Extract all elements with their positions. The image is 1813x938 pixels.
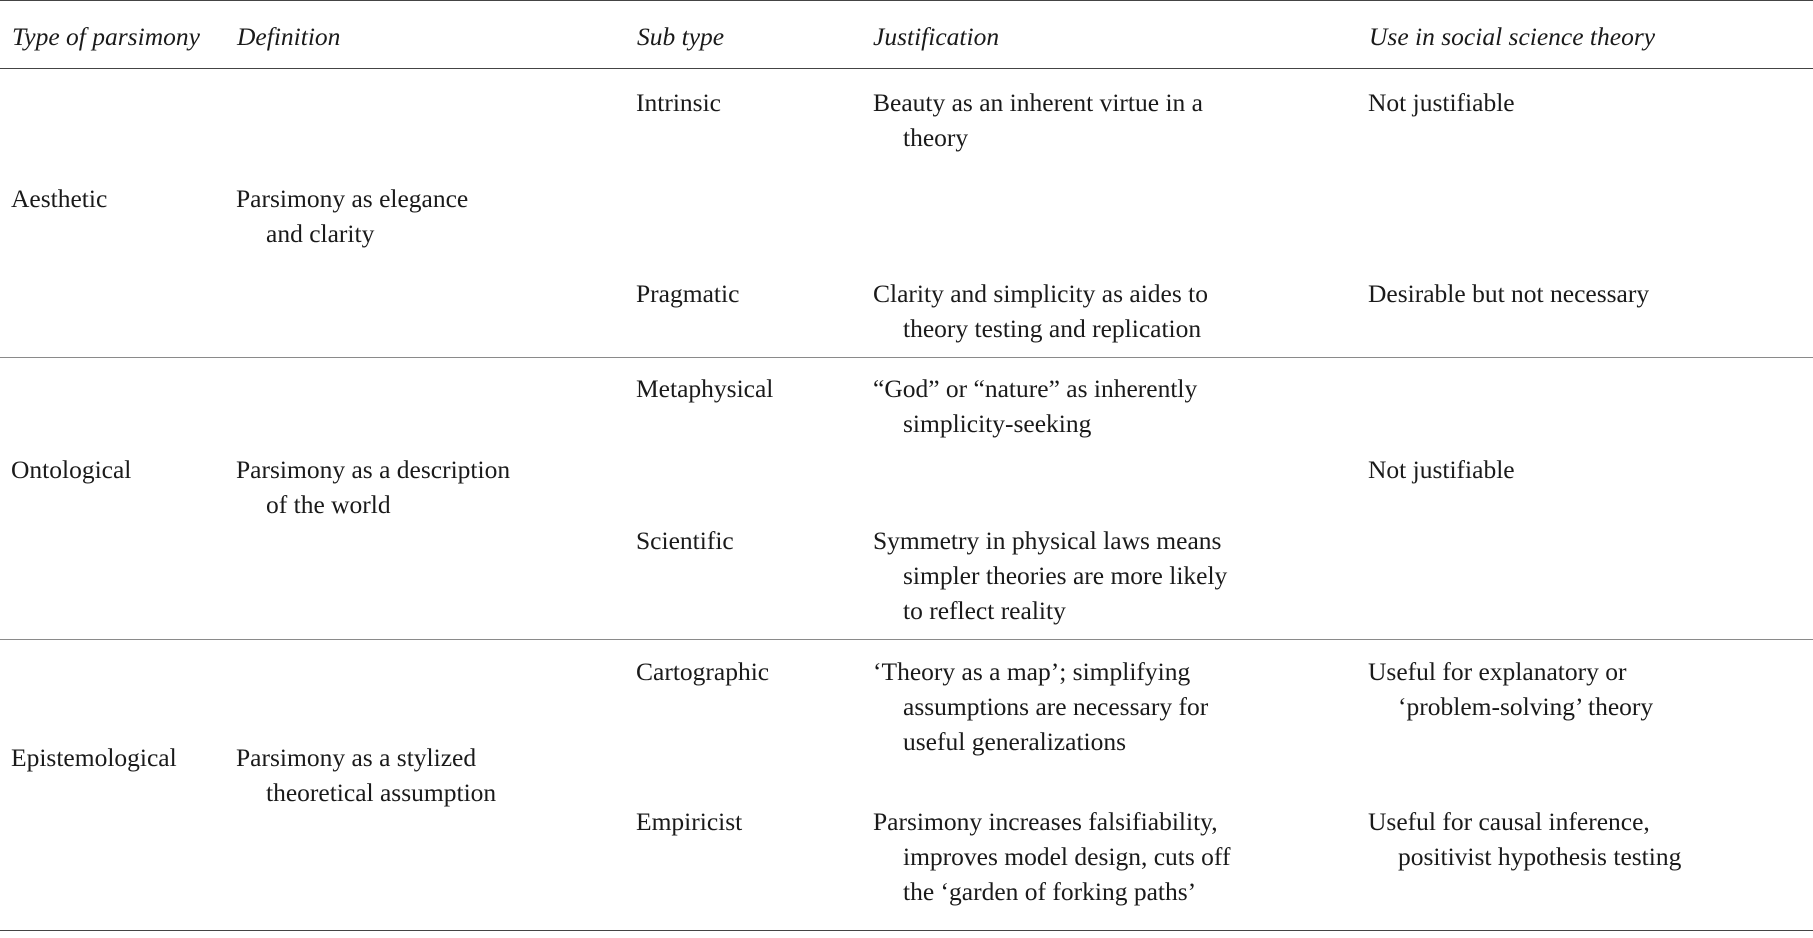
justification-line: ‘Theory as a map’; simplifying [873,657,1191,686]
use-line: Useful for explanatory or [1368,657,1627,686]
group-definition-aesthetic [236,181,468,251]
bottom-rule [0,930,1813,931]
header-use: Use in social science theory [1369,22,1656,51]
justification-line: assumptions are necessary for [903,692,1209,721]
justification-line: Symmetry in physical laws means [873,526,1222,555]
definition-line: of the world [266,490,391,519]
header-definition: Definition [237,22,341,51]
group-divider-1 [0,357,1813,358]
group-divider-2 [0,639,1813,640]
header-type: Type of parsimony [12,22,200,51]
justification-cartographic [873,654,1208,759]
header-rule [0,68,1813,69]
subtype-intrinsic: Intrinsic [636,88,721,117]
justification-line: Clarity and simplicity as aides to [873,279,1208,308]
subtype-metaphysical: Metaphysical [636,374,774,403]
subtype-cartographic: Cartographic [636,657,770,686]
definition-line: Parsimony as a description [236,455,511,484]
justification-line: simpler theories are more likely [903,561,1228,590]
subtype-scientific: Scientific [636,526,734,555]
justification-line: Beauty as an inherent virtue in a [873,88,1203,117]
justification-intrinsic [873,85,1203,155]
use-pragmatic: Desirable but not necessary [1368,279,1650,308]
group-definition-ontological [236,452,510,522]
group-type-aesthetic: Aesthetic [11,184,108,213]
justification-line: Parsimony increases falsifiability, [873,807,1218,836]
justification-pragmatic [873,276,1208,346]
justification-line: useful generalizations [903,727,1127,756]
use-empiricist [1368,804,1681,874]
justification-scientific [873,523,1227,628]
justification-line: theory testing and replication [903,314,1202,343]
use-cartographic [1368,654,1653,724]
use-intrinsic: Not justifiable [1368,88,1515,117]
justification-line: to reflect reality [903,596,1066,625]
group-type-ontological: Ontological [11,455,132,484]
justification-line: improves model design, cuts off [903,842,1231,871]
justification-empiricist [873,804,1230,909]
justification-line: simplicity-seeking [903,409,1092,438]
header-subtype: Sub type [637,22,725,51]
top-rule [0,0,1813,1]
use-line: Useful for causal inference, [1368,807,1650,836]
justification-line: the ‘garden of forking paths’ [903,877,1197,906]
use-line: positivist hypothesis testing [1398,842,1682,871]
definition-line: Parsimony as a stylized [236,743,477,772]
subtype-pragmatic: Pragmatic [636,279,740,308]
use-ontological: Not justifiable [1368,455,1515,484]
use-line: ‘problem-solving’ theory [1398,692,1654,721]
subtype-empiricist: Empiricist [636,807,743,836]
justification-line: “God” or “nature” as inherently [873,374,1198,403]
definition-line: and clarity [266,219,375,248]
definition-line: Parsimony as elegance [236,184,469,213]
justification-metaphysical [873,371,1197,441]
header-justification: Justification [873,22,1000,51]
group-definition-epistemological [236,740,496,810]
definition-line: theoretical assumption [266,778,497,807]
justification-line: theory [903,123,969,152]
group-type-epistemological: Epistemological [11,743,177,772]
